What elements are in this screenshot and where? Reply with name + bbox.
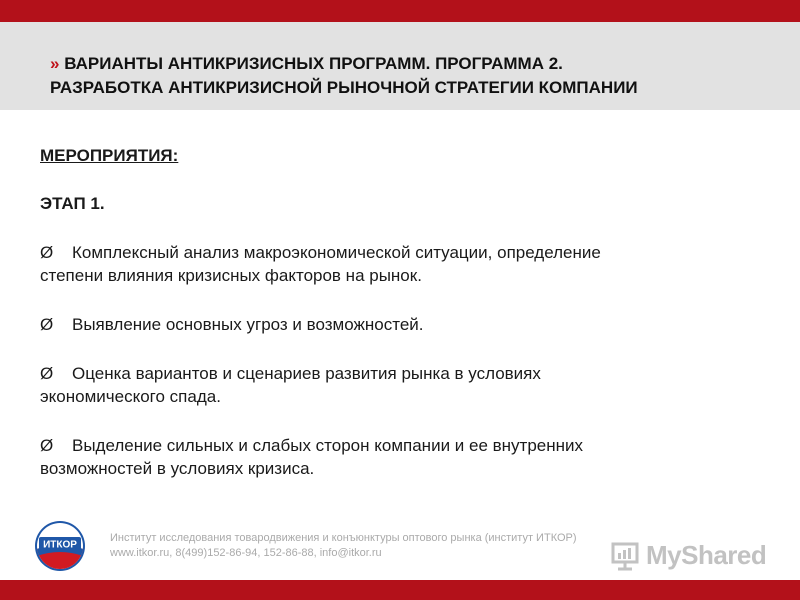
bullet-1-line-1: Комплексный анализ макроэкономической ситуации, определение <box>72 243 601 262</box>
slide-title <box>50 52 790 100</box>
bullet-item-1 <box>40 241 740 287</box>
title-line-2: РАЗРАБОТКА АНТИКРИЗИСНОЙ РЫНОЧНОЙ СТРАТЕГИИ КОМПАНИИ <box>50 78 638 97</box>
bullet-symbol-icon: Ø <box>40 243 54 262</box>
top-red-bar <box>0 0 800 22</box>
footer <box>110 531 577 561</box>
itkor-logo <box>34 520 86 572</box>
bottom-red-bar <box>0 580 800 600</box>
bullet-4-line-1: Выделение сильных и слабых сторон компании и ее внутренних <box>72 436 584 455</box>
bullet-item-4 <box>40 434 740 480</box>
bullet-3-line-1: Оценка вариантов и сценариев развития рынка в условиях <box>72 364 541 383</box>
slide-content <box>40 145 740 480</box>
title-line-1-text: ВАРИАНТЫ АНТИКРИЗИСНЫХ ПРОГРАММ. ПРОГРАММА 2. <box>64 54 563 73</box>
bullet-symbol-icon: Ø <box>40 436 54 455</box>
title-marker-icon: » <box>50 54 60 73</box>
bullet-3-line-2: экономического спада. <box>40 387 221 406</box>
stage-label: ЭТАП 1. <box>40 194 105 213</box>
title-line-1 <box>50 52 790 76</box>
bullet-symbol-icon: Ø <box>40 364 54 383</box>
watermark-text: MyShared <box>646 540 767 570</box>
bullet-item-2 <box>40 313 740 336</box>
watermark <box>610 540 766 571</box>
footer-institute: Институт исследования товародвижения и конъюнктуры оптового рынка (институт ИТКОР) <box>110 532 577 544</box>
bullet-item-3 <box>40 362 740 408</box>
logo-text: ИТКОР <box>43 539 77 551</box>
bullet-1-line-2: степени влияния кризисных факторов на рынок. <box>40 266 422 285</box>
bullet-symbol-icon: Ø <box>40 315 54 334</box>
footer-contacts: www.itkor.ru, 8(499)152-86-94, 152-86-88, info@itkor.ru <box>110 547 382 559</box>
bullet-4-line-2: возможностей в условиях кризиса. <box>40 459 315 478</box>
presentation-board-icon <box>610 541 640 571</box>
bullet-2-line-1: Выявление основных угроз и возможностей. <box>72 315 424 334</box>
section-heading: МЕРОПРИЯТИЯ: <box>40 146 179 165</box>
